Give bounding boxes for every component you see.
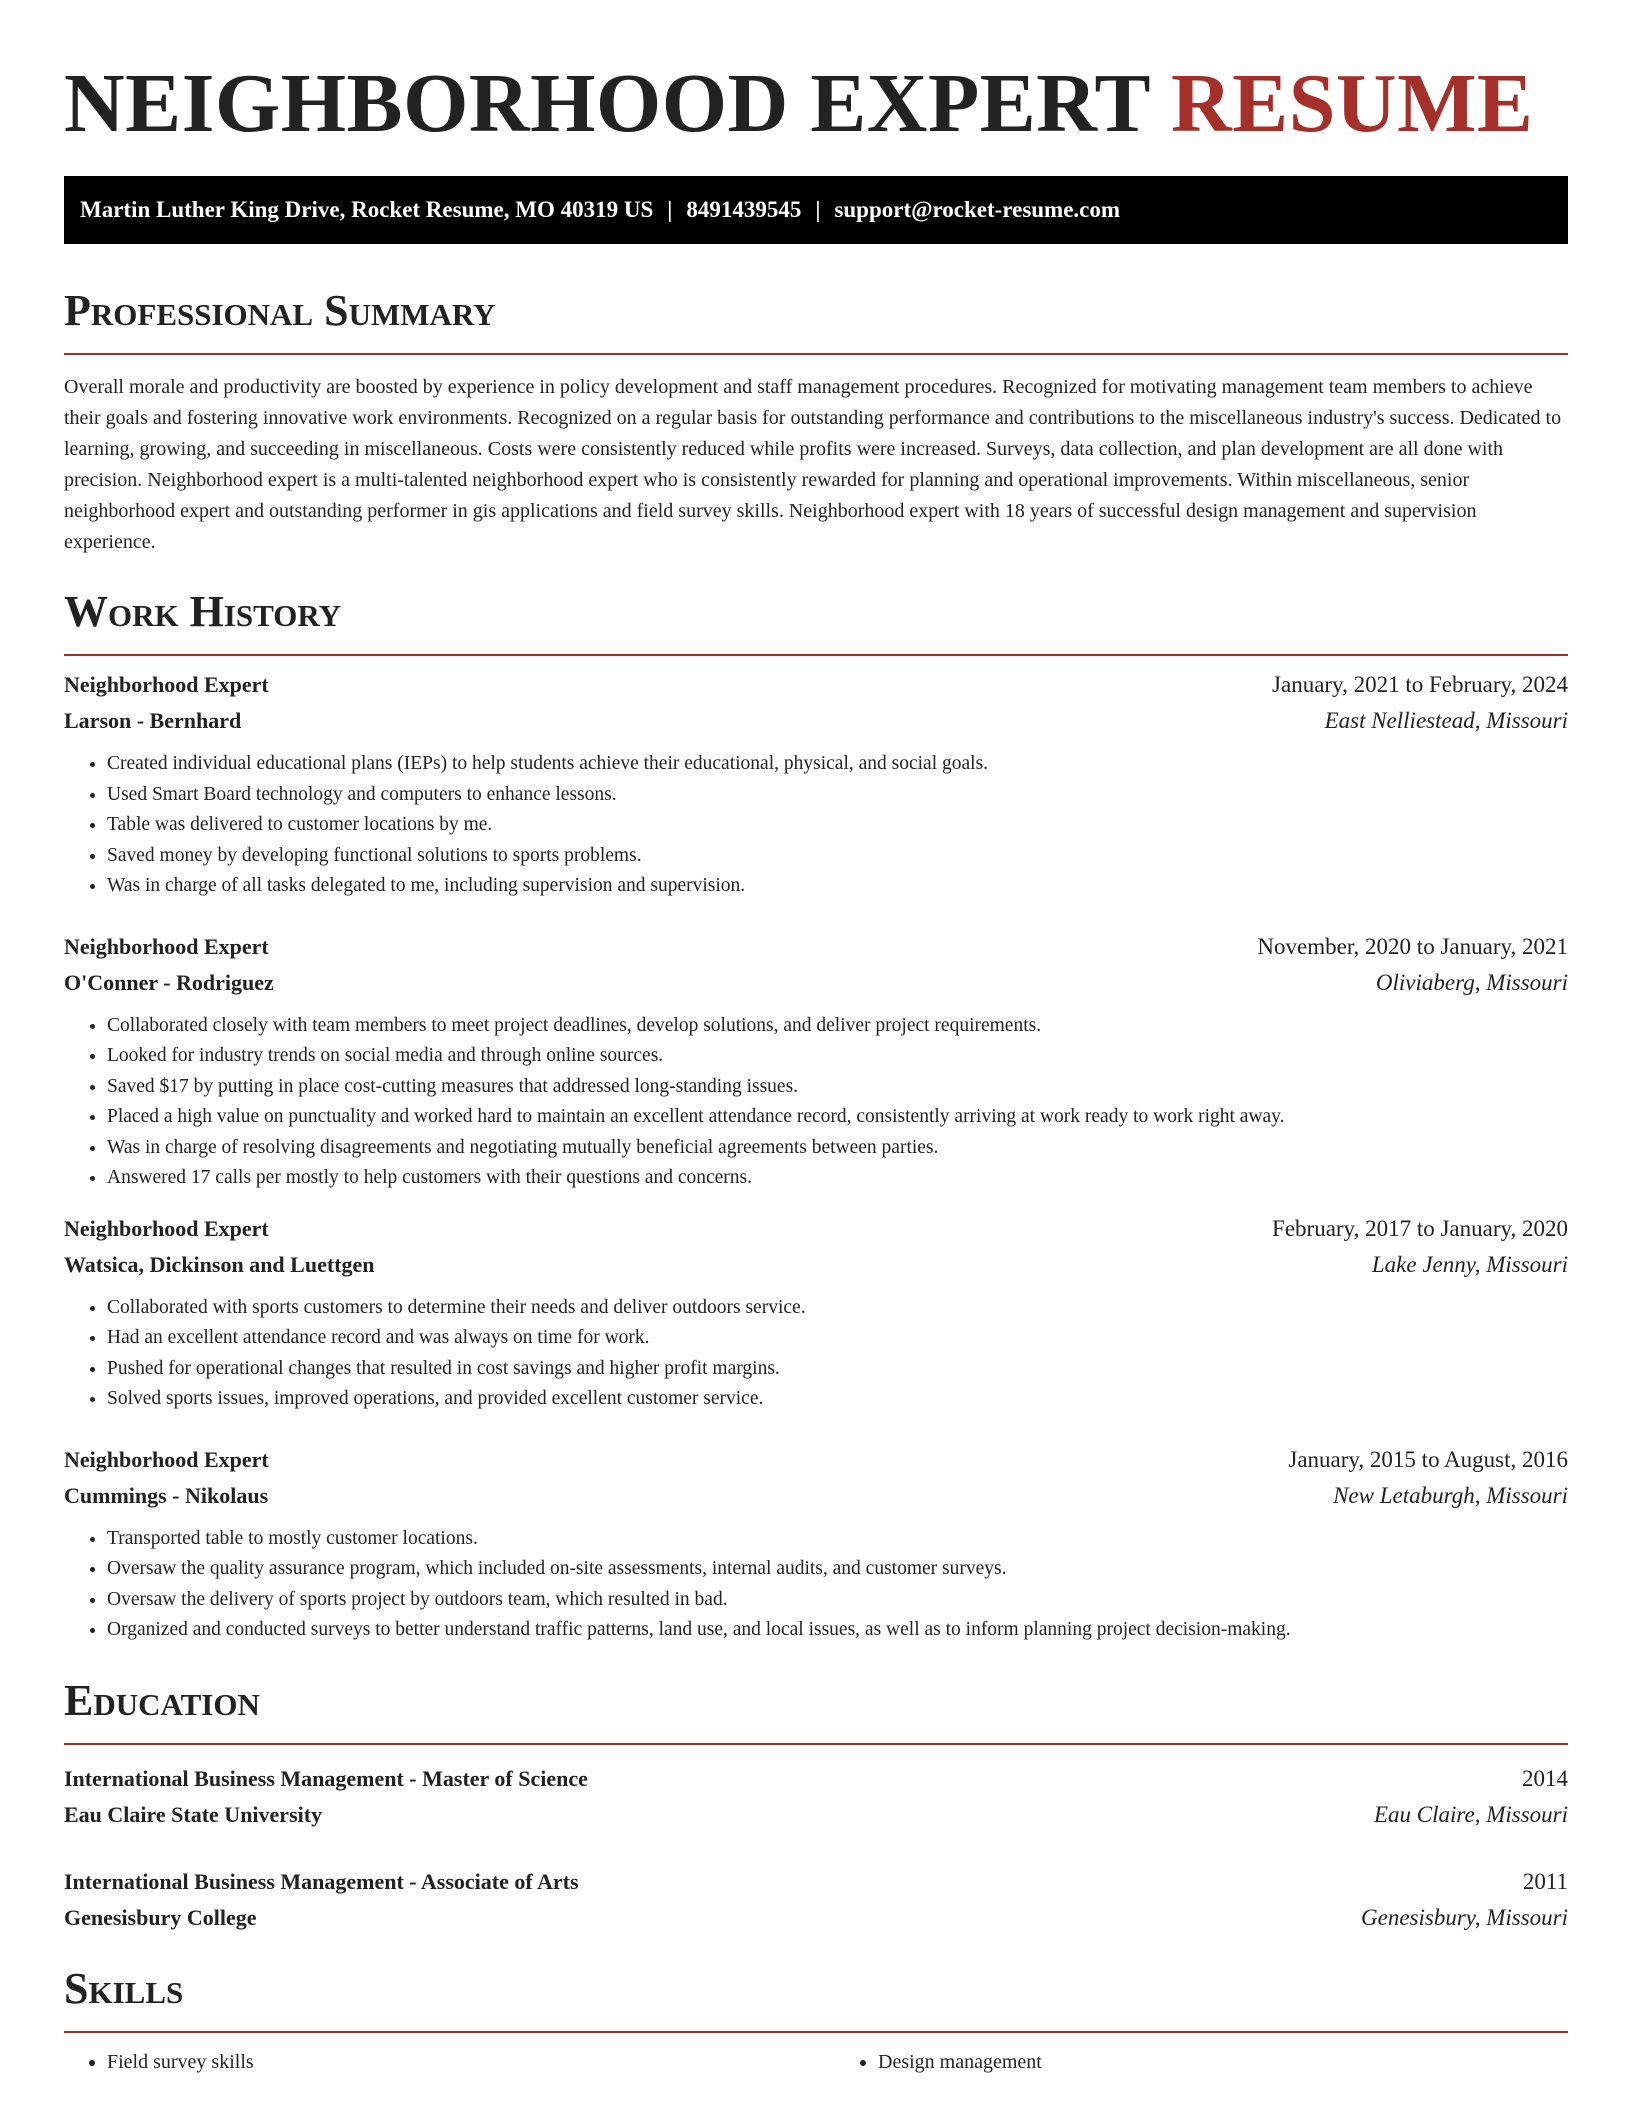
job-entry [64,1211,1568,1415]
job-company: O'Conner - Rodriguez [64,969,274,995]
job-dates: January, 2015 to August, 2016 [1288,1446,1568,1472]
section-divider [64,1743,1568,1745]
job-bullets [64,1011,1568,1194]
job-location: Lake Jenny, Missouri [1371,1251,1568,1277]
job-bullet: • Solved sports issues, improved operations, and provided excellent customer service. [107,1384,1568,1415]
job-bullet: • Organized and conducted surveys to better understand traffic patterns, land use, and local issues, as well as to inform planning project decision-making. [107,1615,1568,1646]
job-bullet: • Used Smart Board technology and computers to enhance lessons. [107,780,1568,811]
job-bullet: • Collaborated with sports customers to determine their needs and deliver outdoors service. [107,1293,1568,1324]
section-heading-skills: Skills [64,1963,184,2013]
job-company: Larson - Bernhard [64,708,242,733]
job-dates: February, 2017 to January, 2020 [1272,1215,1568,1241]
job-location: Oliviaberg, Missouri [1375,969,1568,995]
section-heading-summary: Professional Summary [64,286,496,335]
job-bullet: • Transported table to mostly customer locations. [107,1524,1568,1555]
job-company: Watsica, Dickinson and Luettgen [64,1251,375,1277]
job-entry [64,667,1568,902]
contact-separator: | [667,197,673,222]
job-dates: January, 2021 to February, 2024 [1272,672,1568,697]
job-bullet: • Oversaw the delivery of sports project by outdoors team, which resulted in bad. [107,1585,1568,1616]
contact-address: Martin Luther King Drive, Rocket Resume, MO 40319 US [80,197,654,222]
education-year: 2014 [1522,1765,1568,1791]
section-divider [64,353,1568,355]
job-location: East Nelliestead, Missouri [1324,708,1568,733]
contact-bar [64,176,1568,244]
education-location: Eau Claire, Missouri [1373,1801,1568,1827]
education-year: 2011 [1522,1868,1568,1894]
education-section [64,1674,1568,1936]
section-heading-education: Education [64,1675,260,1725]
education-degree: International Business Management - Associate of Arts [64,1868,579,1894]
section-divider [64,654,1568,656]
job-bullet: • Placed a high value on punctuality and worked hard to maintain an excellent attendance record, consistently arriving at work ready to work right away. [107,1102,1568,1133]
job-bullets [64,1524,1568,1646]
section-heading-work-history: Work History [64,587,342,636]
contact-phone: 8491439545 [686,197,802,222]
job-title: Neighborhood Expert [64,1215,269,1241]
job-title: Neighborhood Expert [64,1446,269,1472]
job-bullet: • Was in charge of resolving disagreements and negotiating mutually beneficial agreements between parties. [107,1133,1568,1164]
work-history-section [64,585,1568,1646]
contact-email: support@rocket-resume.com [834,197,1121,222]
resume-title-main: NEIGHBORHOOD EXPERT [64,57,1150,150]
job-dates: November, 2020 to January, 2021 [1257,933,1568,959]
job-bullet: • Collaborated closely with team members to meet project deadlines, develop solutions, and deliver project requirements. [107,1011,1568,1042]
education-location: Genesisbury, Missouri [1361,1904,1568,1930]
education-school: Eau Claire State University [64,1801,323,1827]
contact-separator: | [815,197,821,222]
education-entry [64,1864,1568,1936]
job-entry [64,1442,1568,1646]
skills-list-right [816,2047,1568,2077]
job-bullet: • Created individual educational plans (IEPs) to help students achieve their educational, physical, and social goals. [107,749,1568,780]
job-bullet: • Oversaw the quality assurance program, which included on-site assessments, internal audits, and customer surveys. [107,1554,1568,1585]
job-bullet: • Table was delivered to customer locations by me. [107,810,1568,841]
job-bullet: • Was in charge of all tasks delegated to me, including supervision and supervision. [107,871,1568,902]
resume-title-accent: RESUME [1171,57,1534,150]
summary-section [64,284,1568,558]
job-bullets [64,749,1568,902]
resume-title [64,0,1568,150]
job-entry [64,929,1568,1194]
job-title: Neighborhood Expert [64,933,269,959]
job-bullet: • Pushed for operational changes that resulted in cost savings and higher profit margins. [107,1354,1568,1385]
education-school: Genesisbury College [64,1904,257,1930]
skills-list-left [64,2047,816,2077]
education-entry [64,1761,1568,1833]
skills-section [64,1962,1568,2077]
job-title: Neighborhood Expert [64,672,269,697]
job-bullet: • Had an excellent attendance record and was always on time for work. [107,1323,1568,1354]
skill-item: • Field survey skills [107,2047,816,2077]
job-bullet: • Looked for industry trends on social media and through online sources. [107,1041,1568,1072]
job-company: Cummings - Nikolaus [64,1482,269,1508]
job-bullet: • Answered 17 calls per mostly to help customers with their questions and concerns. [107,1163,1568,1194]
job-location: New Letaburgh, Missouri [1333,1482,1568,1508]
job-bullets [64,1293,1568,1415]
summary-text: Overall morale and productivity are boosted by experience in policy development and staff management procedures. Recognized for motivating management team members to achieve their goals and fostering innovative work environments. Recognized on a regular basis for outstanding performance and contributions to the miscellaneous industry's success. Dedicated to learning, growing, and succeeding in miscellaneous. Costs were consistently reduced while profits were increased. Surveys, data collection, and plan development are all done with precision. Neighborhood expert is a multi-talented neighborhood expert who is consistently rewarded for planning and operational improvements. Within miscellaneous, senior neighborhood expert and outstanding performer in gis applications and field survey skills. Neighborhood expert with 18 years of successful design management and supervision experience. [64,376,1562,553]
skill-item: • Design management [878,2047,1568,2077]
skills-grid [64,2033,1568,2077]
education-degree: International Business Management - Master of Science [64,1765,588,1791]
job-bullet: • Saved money by developing functional solutions to sports problems. [107,841,1568,872]
job-bullet: • Saved $17 by putting in place cost-cutting measures that addressed long-standing issues. [107,1072,1568,1103]
